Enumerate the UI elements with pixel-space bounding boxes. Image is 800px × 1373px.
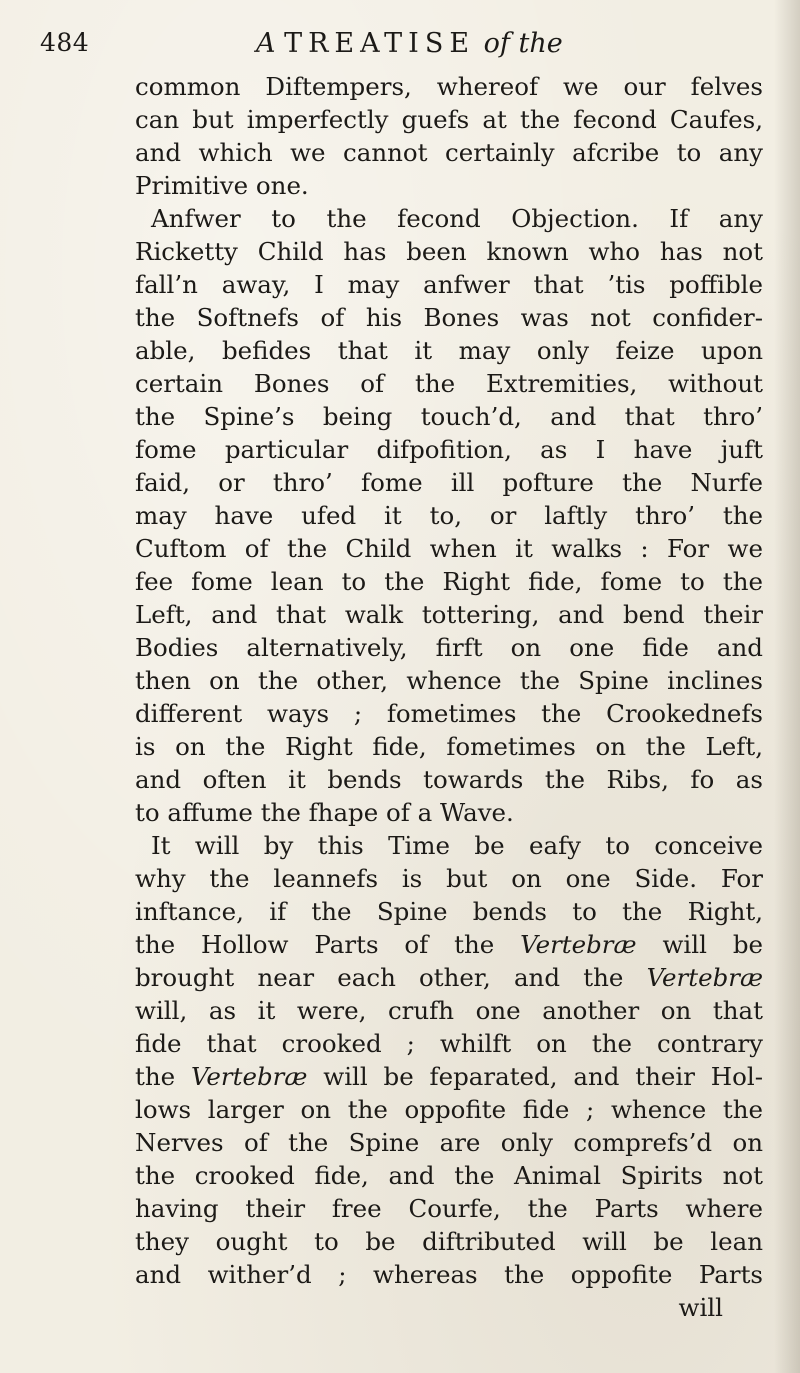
text-line: is on the Right fide, fometimes on the Left, [135,732,763,761]
text-line: inftance, if the Spine bends to the Right, [135,897,763,926]
text-line: having their free Courfe, the Parts where [135,1194,763,1223]
text-line: certain Bones of the Extremities, without [135,369,763,398]
italic-term: Vertebræ [520,930,637,959]
text-segment: the [135,1062,176,1091]
text-line: the Spine’s being touch’d, and that thro’ [135,402,763,431]
text-line: It will by this Time be eafy to conceive [151,831,763,860]
running-head [256,28,563,59]
text-line [135,1060,763,1093]
running-head-title: TREATISE [284,28,476,59]
running-head-suffix: of the [483,28,563,59]
text-line: lows larger on the oppofite fide ; whence the [135,1095,763,1124]
text-line: fide that crooked ; whilft on the contrary [135,1029,763,1058]
text-line: then on the other, whence the Spine inclines [135,666,763,695]
text-segment: will be feparated, and their Hol- [323,1062,763,1091]
catchword: will [678,1293,723,1322]
text-line: common Diftempers, whereof we our felves [135,72,763,101]
text-line: fee fome lean to the Right fide, fome to the [135,567,763,596]
text-line: the Softnefs of his Bones was not confider- [135,303,763,332]
text-segment: the Hollow Parts of the [135,930,495,959]
italic-term: Vertebræ [646,963,764,992]
text-line: may have ufed it to, or laftly thro’ the [135,501,763,530]
text-line: fall’n away, I may anfwer that ’tis poffible [135,270,763,299]
text-line: and wither’d ; whereas the oppofite Parts [135,1260,763,1289]
text-line: Ricketty Child has been known who has not [135,237,763,266]
text-line: able, befides that it may only feize upon [135,336,763,365]
text-line: faid, or thro’ fome ill pofture the Nurfe [135,468,763,497]
text-line: Primitive one. [135,171,309,200]
text-line: Anfwer to the fecond Objection. If any [151,204,763,233]
text-line: why the leannefs is but on one Side. For [135,864,763,893]
text-line: can but imperfectly guefs at the fecond Caufes, [135,105,763,134]
text-line: to affume the fhape of a Wave. [135,798,514,827]
text-line: the crooked fide, and the Animal Spirits not [135,1161,763,1190]
text-line: fome particular difpofition, as I have juft [135,435,763,464]
text-line: Left, and that walk tottering, and bend their [135,600,763,629]
text-line: Bodies alternatively, firft on one fide and [135,633,763,662]
page-number: 484 [40,28,90,57]
text-line: Nerves of the Spine are only comprefs’d on [135,1128,763,1157]
running-head-prefix: A [256,28,276,59]
text-line [135,961,763,994]
text-line: and which we cannot certainly afcribe to any [135,138,763,167]
text-segment: will be [662,930,763,959]
text-line [135,928,763,961]
text-line: will, as it were, crufh one another on that [135,996,763,1025]
italic-term: Vertebræ [190,1062,308,1091]
text-line: different ways ; fometimes the Crookednefs [135,699,763,728]
page-gutter-shadow [774,0,800,1373]
text-line: Cuftom of the Child when it walks : For we [135,534,763,563]
text-line: and often it bends towards the Ribs, fo as [135,765,763,794]
text-segment: brought near each other, and the [135,963,624,992]
text-line: they ought to be diftributed will be lean [135,1227,763,1256]
page-header [40,28,760,72]
body-text [135,70,763,1324]
